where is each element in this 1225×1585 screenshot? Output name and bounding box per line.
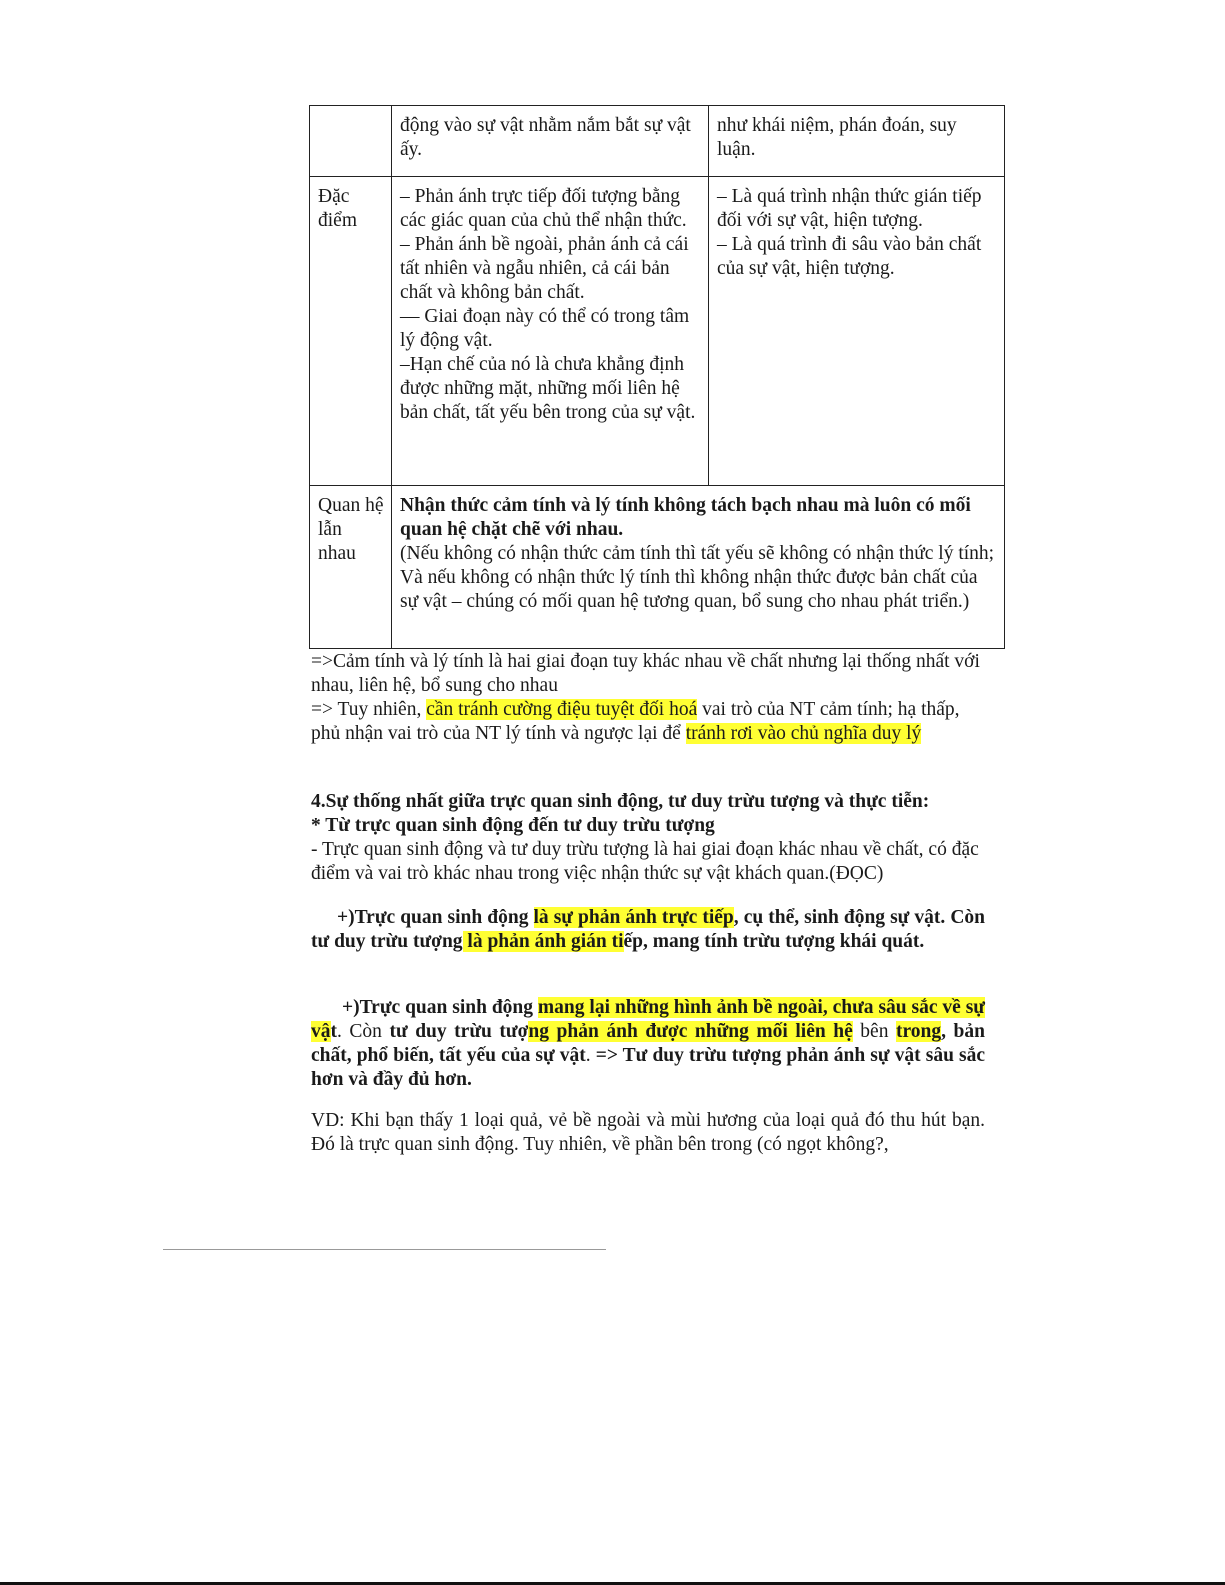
text-run: t — [330, 1021, 337, 1042]
text-run: , cụ thể, sinh động sự vật. Còn tư duy trừu tượng — [311, 907, 985, 952]
highlight: trong — [895, 1021, 942, 1042]
sensory-cell: động vào sự vật nhằm nắm bắt sự vật ấy. — [392, 106, 709, 177]
row-label: Quan hệ lẫn nhau — [310, 486, 392, 649]
text-run: bên — [852, 1021, 896, 1042]
row-label: Đặc điểm — [310, 177, 392, 486]
text-run: . Còn — [337, 1021, 390, 1042]
text-run: tư duy trừu tượ — [389, 1021, 529, 1042]
highlight: mang lại những hình ảnh bề ngoài, chưa sâu sắc về sự vậ — [311, 997, 985, 1042]
section-subheading: * Từ trực quan sinh động đến tư duy trừu tượng — [311, 815, 715, 836]
highlight: là sự phản ánh trực tiếp — [533, 907, 734, 928]
point-1 — [311, 906, 985, 954]
cell-line: – Phản ánh trực tiếp đối tượng bằng các giác quan của chủ thể nhận thức. — [400, 186, 687, 231]
cell-line: — Giai đoạn này có thể có trong tâm lý động vật. — [400, 306, 690, 351]
cell-line: – Phản ánh bề ngoài, phản ánh cả cái tất nhiên và ngẫu nhiên, cả cái bản chất và không bản chất. — [400, 234, 689, 303]
text-run: => Tư duy trừu tượng phản ánh sự vật sâu sắc hơn và đầy đủ hơn. — [311, 1045, 985, 1090]
text-run: +)Trực quan sinh động — [337, 907, 534, 928]
relationship-cell — [392, 486, 1005, 649]
conclusion-1: =>Cảm tính và lý tính là hai giai đoạn tuy khác nhau về chất nhưng lại thống nhất với nhau, liên hệ, bổ sung cho nhau — [311, 651, 980, 696]
table-row — [310, 486, 1005, 649]
highlight: cần tránh cường điệu tuyệt đối hoá — [426, 699, 698, 720]
footnote-separator — [163, 1249, 606, 1250]
comparison-table — [309, 105, 1005, 649]
sensory-cell — [392, 177, 709, 486]
text-run: , bản chất, phổ biến, tất yếu của sự vật — [311, 1021, 985, 1066]
section-heading: 4.Sự thống nhất giữa trực quan sinh động, tư duy trừu tượng và thực tiễn: — [311, 791, 930, 812]
cell-line: – Là quá trình nhận thức gián tiếp đối với sự vật, hiện tượng. — [717, 186, 982, 231]
cell-line: –Hạn chế của nó là chưa khẳng định được những mặt, những mối liên hệ bản chất, tất yếu bên trong của sự vật. — [400, 354, 696, 423]
rational-cell: như khái niệm, phán đoán, suy luận. — [709, 106, 1005, 177]
highlight: là phản ánh gián ti — [462, 931, 624, 952]
highlight: tránh rơi vào chủ nghĩa duy lý — [685, 723, 922, 744]
text-run: +)Trực quan sinh động — [342, 997, 538, 1018]
table-row — [310, 106, 1005, 177]
text-run: => Tuy nhiên, — [311, 699, 427, 720]
point-2 — [311, 996, 985, 1092]
row-label — [310, 106, 392, 177]
example-paragraph: VD: Khi bạn thấy 1 loại quả, vẻ bề ngoài và mùi hương của loại quả đó thu hút bạn. Đó là trực quan sinh động. Tuy nhiên, về phần bên trong (có ngọt không?, — [311, 1110, 985, 1155]
highlight: ng phản ánh được những mối liên hệ — [528, 1021, 853, 1042]
text-run: ếp, mang tính trừu tượng khái quát. — [623, 931, 925, 952]
conclusion-2 — [311, 698, 991, 746]
section-intro: - Trực quan sinh động và tư duy trừu tượng là hai giai đoạn khác nhau về chất, có đặc điểm và vai trò khác nhau trong việc nhận thức sự vật khách quan.(ĐỌC) — [311, 839, 979, 884]
cell-line: – Là quá trình đi sâu vào bản chất của sự vật, hiện tượng. — [717, 234, 982, 279]
rational-cell — [709, 177, 1005, 486]
relationship-bold: Nhận thức cảm tính và lý tính không tách bạch nhau mà luôn có mối quan hệ chặt chẽ với nhau. — [400, 495, 971, 540]
text-run: . — [585, 1045, 596, 1066]
table-row — [310, 177, 1005, 486]
relationship-note: (Nếu không có nhận thức cảm tính thì tất yếu sẽ không có nhận thức lý tính; Và nếu không có nhận thức lý tính thì không nhận thức được bản chất của sự vật – chúng có mối quan hệ tương quan, bổ sung cho nhau phát triển.) — [400, 543, 995, 612]
text-run: vai trò của NT cảm tính; hạ thấp, phủ nhận vai trò của NT lý tính và ngược lại để — [311, 699, 960, 744]
